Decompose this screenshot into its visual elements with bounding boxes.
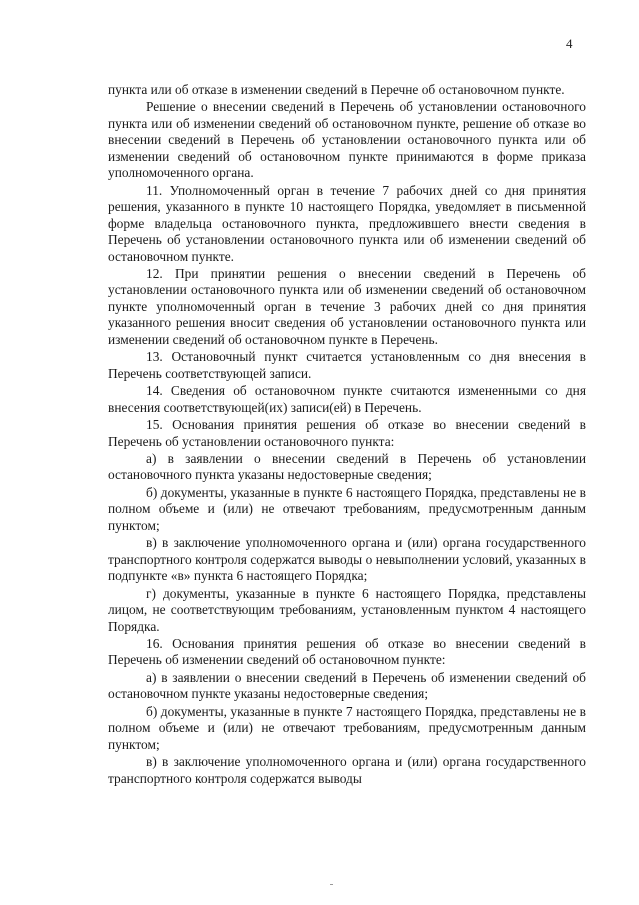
paragraph-decision-form: Решение о внесении сведений в Перечень об установлении остановочного пункта или об изменении сведений об остановочном пункте, решение об отказе во внесении сведений в Перечень об установлении остановочного пункта или об изменении сведений об остановочном пункте принимаются в форме приказа уполномоченного органа. bbox=[108, 99, 586, 181]
paragraph-15: 15. Основания принятия решения об отказе во внесении сведений в Перечень об установлении остановочного пункта: bbox=[108, 417, 586, 449]
paragraph-15-v: в) в заключение уполномоченного органа и (или) органа государственного транспортного контроля содержатся выводы о невыполнении условий, указанных в подпункте «в» пункта 6 настоящего Порядка; bbox=[108, 535, 586, 584]
paragraph-16-a: а) в заявлении о внесении сведений в Перечень об изменении сведений об остановочном пункте указаны недостоверные сведения; bbox=[108, 669, 586, 702]
scan-speck bbox=[330, 884, 333, 885]
paragraph-13: 13. Остановочный пункт считается установленным со дня внесения в Перечень соответствующей записи. bbox=[108, 349, 586, 381]
paragraph-continuation: пункта или об отказе в изменении сведений в Перечне об остановочном пункте. bbox=[108, 82, 565, 97]
paragraph-15-a: а) в заявлении о внесении сведений в Перечень об установлении остановочного пункта указаны недостоверные сведения; bbox=[108, 450, 586, 483]
paragraph-16: 16. Основания принятия решения об отказе во внесении сведений в Перечень об изменении сведений об остановочном пункте: bbox=[108, 635, 586, 668]
document-body bbox=[108, 82, 586, 788]
paragraph-15-b: б) документы, указанные в пункте 6 настоящего Порядка, представлены не в полном объеме и (или) не отвечают требованиям, предусмотренным данным пунктом; bbox=[108, 484, 586, 533]
paragraph-11: 11. Уполномоченный орган в течение 7 рабочих дней со дня принятия решения, указанного в пункте 10 настоящего Порядка, уведомляет в письменной форме владельца остановочного пункта, предложившего внести сведения в Перечень об установлении остановочного пункта или об изменении сведений об остановочном пункте. bbox=[108, 182, 586, 264]
paragraph-15-g: г) документы, указанные в пункте 6 настоящего Порядка, представлены лицом, не соответствующим требованиям, установленным пунктом 4 настоящего Порядка. bbox=[108, 585, 586, 634]
paragraph-12: 12. При принятии решения о внесении сведений в Перечень об установлении остановочного пункта или об изменении сведений об остановочном пункте уполномоченный орган в течение 3 рабочих дней со дня принятия указанного решения вносит сведения об установлении остановочного пункта или изменении сведений об остановочном пункте в Перечень. bbox=[108, 265, 586, 347]
paragraph-14: 14. Сведения об остановочном пункте считаются измененными со дня внесения соответствующей(их) записи(ей) в Перечень. bbox=[108, 383, 586, 415]
paragraph-16-v: в) в заключение уполномоченного органа и (или) органа государственного транспортного контроля содержатся выводы bbox=[108, 754, 586, 786]
paragraph-16-b: б) документы, указанные в пункте 7 настоящего Порядка, представлены не в полном объеме и (или) не отвечают требованиям, предусмотренным данным пунктом; bbox=[108, 703, 586, 752]
page-number: 4 bbox=[566, 36, 573, 51]
